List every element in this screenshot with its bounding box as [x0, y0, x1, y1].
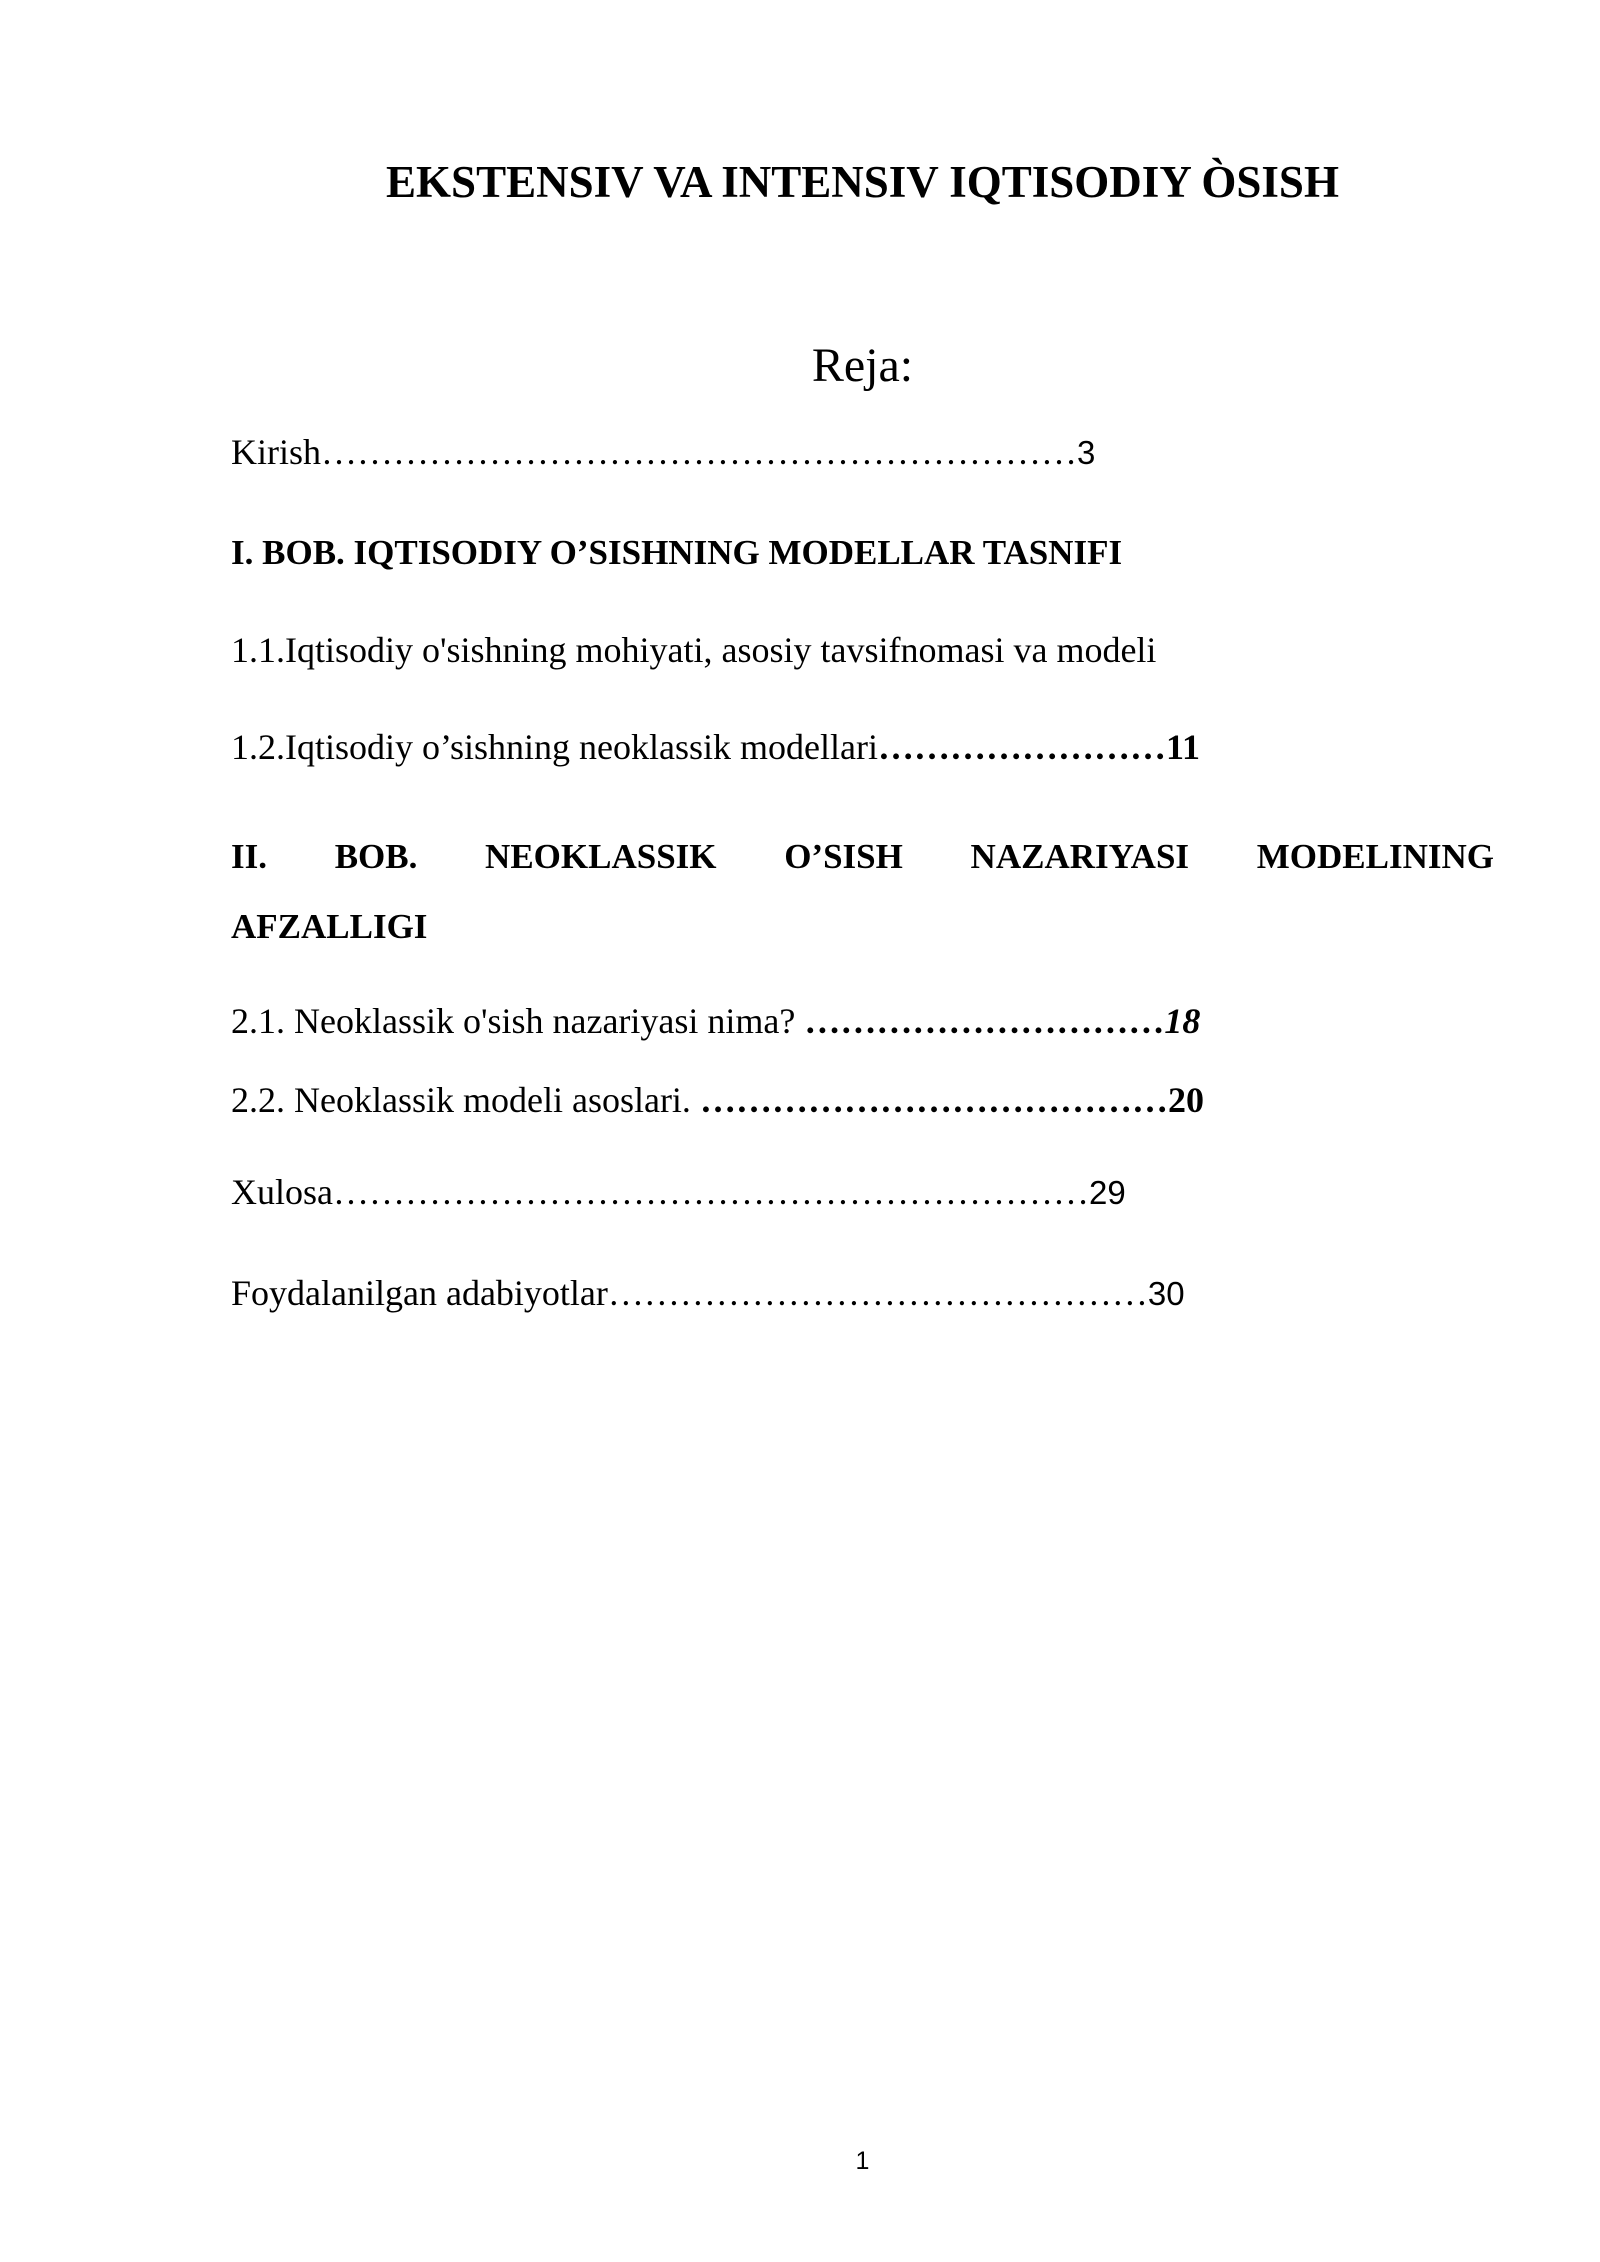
document-title: EKSTENSIV VA INTENSIV IQTISODIY ÒSISH [386, 157, 1339, 207]
toc-entry-label: 2.1. Neoklassik o'sish nazariyasi nima? [231, 1001, 805, 1041]
toc-chapter-word: BOB. [334, 837, 418, 876]
toc-page-number: 18 [1164, 1001, 1201, 1041]
toc-chapter-word: O’SISH [784, 837, 903, 876]
toc-entry-label: Kirish [231, 432, 321, 472]
toc-page-number: 20 [1167, 1080, 1204, 1120]
toc-page-number: 3 [1077, 434, 1096, 471]
toc-entry-intro [231, 430, 1095, 475]
toc-section-2-1 [231, 999, 1200, 1043]
toc-chapter-2-line-2: AFZALLIGI [231, 907, 428, 946]
toc-leader-dots: ………………………… [804, 1001, 1165, 1041]
page-number: 1 [855, 2147, 870, 2175]
toc-chapter-word: II. [231, 837, 267, 876]
plan-heading: Reja: [811, 339, 914, 392]
toc-entry-label: Xulosa [231, 1172, 333, 1212]
toc-entry-references [231, 1271, 1185, 1316]
toc-chapter-2-line-1 [231, 822, 1494, 892]
toc-section-2-2 [231, 1078, 1204, 1122]
toc-chapter-word: NAZARIYASI [970, 837, 1190, 876]
toc-leader-dots: ……………………………………………………… [333, 1172, 1089, 1212]
toc-leader-dots: ……………………………………………………… [321, 432, 1077, 472]
toc-entry-label: Foydalanilgan adabiyotlar [231, 1273, 608, 1313]
toc-section-1-2 [231, 725, 1200, 769]
toc-leader-dots: ………………………………… [699, 1080, 1168, 1120]
toc-entry-label: 2.2. Neoklassik modeli asoslari. [231, 1080, 700, 1120]
toc-chapter-1 [231, 531, 1122, 575]
toc-chapter-word: MODELINING [1256, 837, 1494, 876]
toc-chapter-word: NEOKLASSIK [485, 837, 717, 876]
toc-page-number: 29 [1089, 1174, 1126, 1211]
toc-leader-dots: …………………… [877, 727, 1166, 767]
toc-entry-label: 1.1.Iqtisodiy o'sishning mohiyati, asosiy tavsifnomasi va modeli [231, 630, 1157, 670]
toc-chapter-label: I. BOB. IQTISODIY O’SISHNING MODELLAR TASNIFI [231, 533, 1123, 572]
toc-entry-conclusion [231, 1170, 1126, 1215]
toc-entry-label: 1.2.Iqtisodiy o’sishning neoklassik modellari [231, 727, 878, 767]
toc-leader-dots: ……………………………………… [607, 1273, 1148, 1313]
toc-page-number: 30 [1147, 1275, 1185, 1312]
toc-chapter-2 [231, 822, 1494, 962]
toc-page-number: 11 [1165, 727, 1200, 767]
toc-section-1-1 [231, 628, 1156, 672]
